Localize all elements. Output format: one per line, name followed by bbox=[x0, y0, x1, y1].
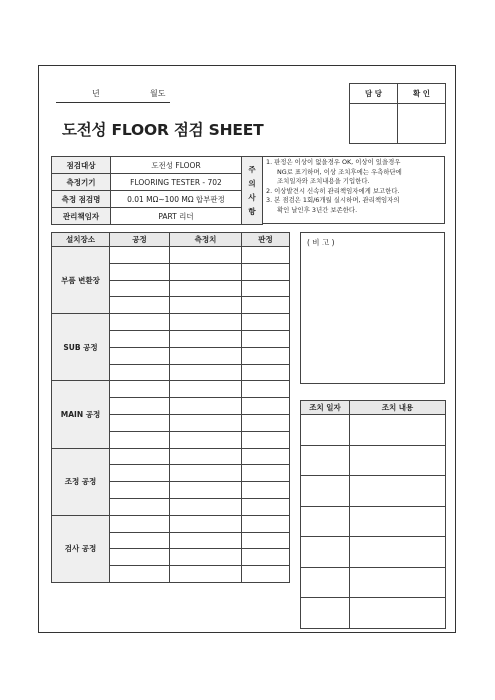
info-label: 측정 점검명 bbox=[52, 191, 111, 208]
judgement-cell[interactable] bbox=[242, 398, 290, 415]
table-row bbox=[301, 598, 446, 629]
table-row bbox=[301, 567, 446, 598]
action-content-cell[interactable] bbox=[350, 537, 446, 568]
action-content-cell[interactable] bbox=[350, 415, 446, 446]
inspection-table bbox=[51, 232, 290, 583]
measurement-cell[interactable] bbox=[170, 297, 242, 314]
measurement-cell[interactable] bbox=[170, 330, 242, 347]
action-content-cell[interactable] bbox=[350, 598, 446, 629]
measurement-cell[interactable] bbox=[170, 347, 242, 364]
judgement-cell[interactable] bbox=[242, 515, 290, 532]
process-cell[interactable] bbox=[110, 549, 170, 566]
year-month-field[interactable] bbox=[56, 86, 170, 103]
process-cell[interactable] bbox=[110, 330, 170, 347]
note-line: 2. 이상발견시 신속히 관리책임자에게 보고한다. bbox=[266, 186, 400, 195]
measurement-cell[interactable] bbox=[170, 465, 242, 482]
info-value[interactable]: 0.01 MΩ~100 MΩ 합부판정 bbox=[111, 191, 242, 208]
header-judgement: 판정 bbox=[242, 233, 290, 247]
remark-label: ( 비 고 ) bbox=[307, 238, 335, 247]
month-label: 월도 bbox=[150, 89, 166, 98]
judgement-cell[interactable] bbox=[242, 482, 290, 499]
table-row bbox=[52, 247, 290, 264]
judgement-cell[interactable] bbox=[242, 364, 290, 381]
measurement-cell[interactable] bbox=[170, 280, 242, 297]
measurement-cell[interactable] bbox=[170, 515, 242, 532]
judgement-cell[interactable] bbox=[242, 314, 290, 331]
approval-header-charge: 담 당 bbox=[350, 84, 398, 104]
process-cell[interactable] bbox=[110, 364, 170, 381]
process-cell[interactable] bbox=[110, 448, 170, 465]
judgement-cell[interactable] bbox=[242, 448, 290, 465]
action-date-cell[interactable] bbox=[301, 537, 350, 568]
action-date-cell[interactable] bbox=[301, 506, 350, 537]
measurement-cell[interactable] bbox=[170, 364, 242, 381]
table-row bbox=[301, 537, 446, 568]
judgement-cell[interactable] bbox=[242, 330, 290, 347]
info-value[interactable]: FLOORING TESTER - 702 bbox=[111, 174, 242, 191]
note-line: 확인 날인후 3년간 보존한다. bbox=[277, 205, 358, 214]
info-label: 관리책임자 bbox=[52, 208, 111, 225]
judgement-cell[interactable] bbox=[242, 498, 290, 515]
header-measurement: 측정치 bbox=[170, 233, 242, 247]
info-table bbox=[51, 156, 263, 225]
judgement-cell[interactable] bbox=[242, 247, 290, 264]
table-row bbox=[301, 476, 446, 507]
action-date-cell[interactable] bbox=[301, 415, 350, 446]
approval-table bbox=[349, 83, 446, 144]
approval-header-confirm: 확 인 bbox=[398, 84, 446, 104]
judgement-cell[interactable] bbox=[242, 431, 290, 448]
process-cell[interactable] bbox=[110, 465, 170, 482]
header-location: 설치장소 bbox=[52, 233, 110, 247]
table-row bbox=[52, 448, 290, 465]
measurement-cell[interactable] bbox=[170, 398, 242, 415]
table-row bbox=[301, 506, 446, 537]
judgement-cell[interactable] bbox=[242, 532, 290, 549]
measurement-cell[interactable] bbox=[170, 314, 242, 331]
action-table bbox=[300, 400, 446, 629]
measurement-cell[interactable] bbox=[170, 448, 242, 465]
measurement-cell[interactable] bbox=[170, 247, 242, 264]
table-row bbox=[52, 314, 290, 331]
judgement-cell[interactable] bbox=[242, 263, 290, 280]
approval-sign-confirm[interactable] bbox=[398, 104, 446, 144]
header-action-date: 조치 일자 bbox=[301, 401, 350, 415]
process-cell[interactable] bbox=[110, 398, 170, 415]
notes-title: 주 의 사 항 bbox=[242, 157, 263, 225]
process-cell[interactable] bbox=[110, 381, 170, 398]
note-line: 3. 본 점검은 1회/6개월 실시하며, 관리책임자의 bbox=[266, 196, 400, 205]
remark-box[interactable] bbox=[300, 232, 445, 384]
table-row bbox=[301, 445, 446, 476]
action-date-cell[interactable] bbox=[301, 567, 350, 598]
notes-box bbox=[262, 156, 445, 224]
info-label: 점검대상 bbox=[52, 157, 111, 174]
judgement-cell[interactable] bbox=[242, 381, 290, 398]
measurement-cell[interactable] bbox=[170, 381, 242, 398]
note-line: 조치일자와 조치내용을 기입한다. bbox=[277, 177, 370, 186]
process-cell[interactable] bbox=[110, 566, 170, 583]
action-content-cell[interactable] bbox=[350, 445, 446, 476]
info-value[interactable]: PART 리더 bbox=[111, 208, 242, 225]
process-cell[interactable] bbox=[110, 482, 170, 499]
process-cell[interactable] bbox=[110, 532, 170, 549]
header-action-content: 조치 내용 bbox=[350, 401, 446, 415]
measurement-cell[interactable] bbox=[170, 549, 242, 566]
measurement-cell[interactable] bbox=[170, 414, 242, 431]
process-cell[interactable] bbox=[110, 280, 170, 297]
action-content-cell[interactable] bbox=[350, 476, 446, 507]
section-label: SUB 공정 bbox=[52, 314, 110, 381]
measurement-cell[interactable] bbox=[170, 532, 242, 549]
measurement-cell[interactable] bbox=[170, 431, 242, 448]
process-cell[interactable] bbox=[110, 431, 170, 448]
action-content-cell[interactable] bbox=[350, 567, 446, 598]
judgement-cell[interactable] bbox=[242, 347, 290, 364]
section-label: 검사 공정 bbox=[52, 515, 110, 582]
process-cell[interactable] bbox=[110, 414, 170, 431]
section-label: 조정 공정 bbox=[52, 448, 110, 515]
measurement-cell[interactable] bbox=[170, 263, 242, 280]
section-label: 부품 변환장 bbox=[52, 247, 110, 314]
approval-sign-charge[interactable] bbox=[350, 104, 398, 144]
note-line: 1. 판정은 이상이 없을경우 OK, 이상이 있을경우 bbox=[266, 158, 401, 166]
year-label: 년 bbox=[92, 89, 100, 98]
judgement-cell[interactable] bbox=[242, 566, 290, 583]
section-label: MAIN 공정 bbox=[52, 381, 110, 448]
measurement-cell[interactable] bbox=[170, 498, 242, 515]
info-value[interactable]: 도전성 FLOOR bbox=[111, 157, 242, 174]
judgement-cell[interactable] bbox=[242, 549, 290, 566]
measurement-cell[interactable] bbox=[170, 566, 242, 583]
process-cell[interactable] bbox=[110, 314, 170, 331]
process-cell[interactable] bbox=[110, 297, 170, 314]
info-label: 측정기기 bbox=[52, 174, 111, 191]
process-cell[interactable] bbox=[110, 263, 170, 280]
note-line: NG로 표기하며, 이상 조치후에는 우측하단에 bbox=[277, 167, 402, 176]
process-cell[interactable] bbox=[110, 247, 170, 264]
action-content-cell[interactable] bbox=[350, 506, 446, 537]
judgement-cell[interactable] bbox=[242, 297, 290, 314]
process-cell[interactable] bbox=[110, 498, 170, 515]
action-date-cell[interactable] bbox=[301, 476, 350, 507]
page-title: 도전성 FLOOR 점검 SHEET bbox=[62, 121, 264, 139]
judgement-cell[interactable] bbox=[242, 465, 290, 482]
header-process: 공정 bbox=[110, 233, 170, 247]
action-date-cell[interactable] bbox=[301, 598, 350, 629]
process-cell[interactable] bbox=[110, 347, 170, 364]
process-cell[interactable] bbox=[110, 515, 170, 532]
judgement-cell[interactable] bbox=[242, 280, 290, 297]
judgement-cell[interactable] bbox=[242, 414, 290, 431]
table-row bbox=[52, 515, 290, 532]
table-row bbox=[52, 381, 290, 398]
measurement-cell[interactable] bbox=[170, 482, 242, 499]
action-date-cell[interactable] bbox=[301, 445, 350, 476]
table-row bbox=[301, 415, 446, 446]
